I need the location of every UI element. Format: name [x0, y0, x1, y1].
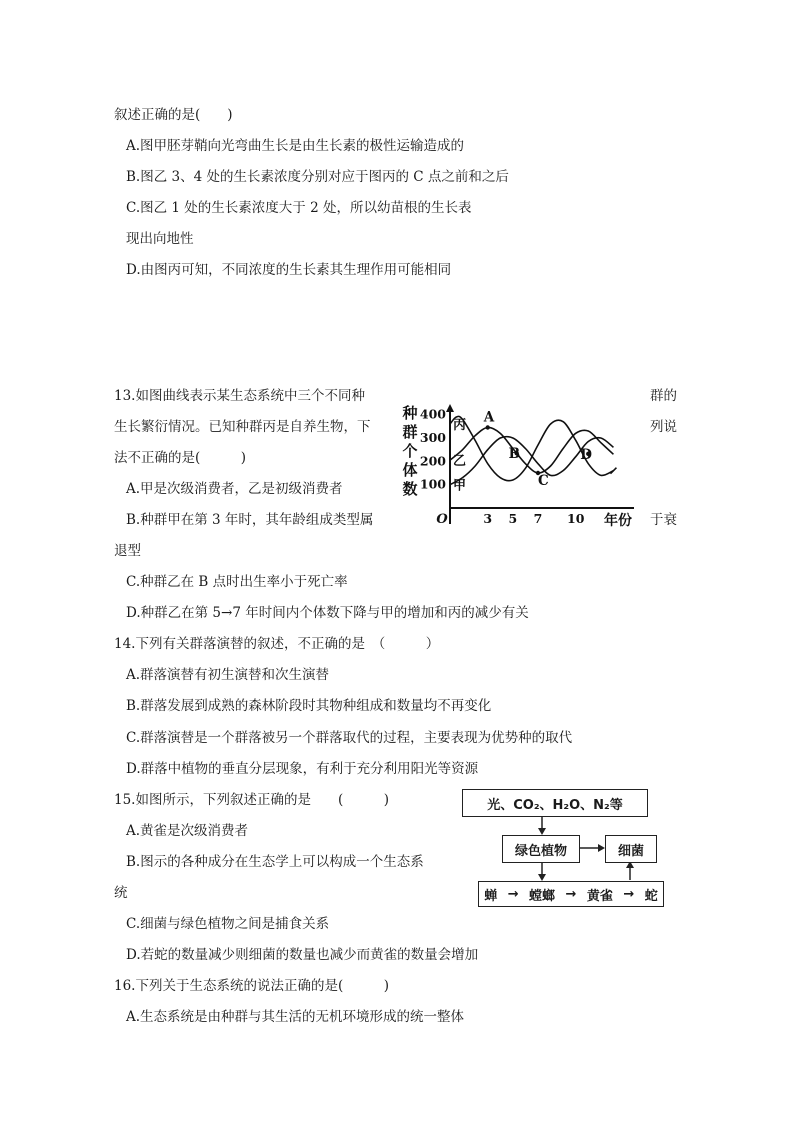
population-chart	[396, 404, 638, 530]
q12-option-a: A.图甲胚芽鞘向光弯曲生长是由生长素的极性运输造成的	[126, 138, 465, 154]
y-axis-label	[401, 404, 417, 498]
q15-option-b: B.图示的各种成分在生态学上可以构成一个生态系	[126, 854, 424, 870]
q16-option-a: A.生态系统是由种群与其生活的无机环境形成的统一整体	[126, 1009, 465, 1025]
q12-option-b: B.图乙 3、4 处的生长素浓度分别对应于图丙的 C 点之前和之后	[126, 169, 509, 185]
point-label: A	[483, 409, 495, 426]
green-plant-box: 绿色植物	[502, 835, 580, 863]
y-axis-label-char: 种	[402, 404, 418, 422]
q13-stem-line1-right: 群的	[650, 388, 677, 404]
y-tick-label: 200	[419, 453, 446, 469]
y-axis-label-char: 数	[402, 480, 418, 498]
y-axis-label-char: 体	[402, 461, 418, 479]
q16-stem: 16.下列关于生态系统的说法正确的是( )	[114, 978, 390, 994]
q15-stem: 15.如图所示，下列叙述正确的是 ( )	[114, 792, 390, 808]
q12-option-c: C.图乙 1 处的生长素浓度大于 2 处，所以幼苗根的生长表	[126, 200, 472, 216]
q12-option-c-wrap: 现出向地性	[126, 231, 194, 247]
y-axis-arrow	[446, 404, 454, 412]
q13-stem-line2: 生长繁衍情况。已知种群丙是自养生物，下	[114, 419, 371, 435]
q15-option-d: D.若蛇的数量减少则细菌的数量也减少而黄雀的数量会增加	[126, 947, 479, 963]
series-label: 乙	[453, 454, 467, 470]
q14-option-c: C.群落演替是一个群落被另一个群落取代的过程，主要表现为优势种的取代	[126, 730, 573, 746]
q15-option-a: A.黄雀是次级消费者	[126, 823, 249, 839]
q13-option-c: C.种群乙在 B 点时出生率小于死亡率	[126, 574, 348, 590]
chain-arrow-icon: →	[623, 886, 635, 902]
y-tick-label: 400	[419, 406, 446, 422]
q13-stem-line3: 法不正确的是( )	[114, 450, 247, 466]
q13-option-a: A.甲是次级消费者，乙是初级消费者	[126, 481, 343, 497]
oriole-label: 黄雀	[586, 888, 613, 904]
chain-arrow-icon: →	[565, 886, 577, 902]
q12-stem-end: 叙述正确的是( )	[114, 107, 233, 123]
food-web-diagram	[452, 787, 666, 907]
y-axis-label-char: 群	[402, 423, 418, 441]
q13-option-b-wrap: 退型	[114, 543, 141, 559]
origin-label: O	[436, 512, 448, 527]
q13-stem-line1: 13.如图曲线表示某生态系统中三个不同种	[114, 388, 365, 404]
x-tick-label: 5	[508, 511, 518, 526]
point-label: D	[580, 446, 593, 463]
q14-stem: 14.下列有关群落演替的叙述，不正确的是 （ ）	[114, 636, 440, 652]
point-label: B	[508, 446, 521, 463]
q15-option-c: C.细菌与绿色植物之间是捕食关系	[126, 916, 330, 932]
q14-option-d: D.群落中植物的垂直分层现象，有利于充分利用阳光等资源	[126, 761, 479, 777]
q14-option-a: A.群落演替有初生演替和次生演替	[126, 667, 330, 683]
series-label: 甲	[453, 478, 467, 494]
q13-option-b-right: 于衰	[650, 512, 677, 528]
x-tick-label: 3	[483, 511, 493, 526]
y-tick-label: 100	[419, 476, 446, 492]
x-tick-label: 7	[533, 511, 543, 526]
bacteria-box: 细菌	[605, 835, 657, 863]
y-axis-label-char: 个	[402, 442, 418, 460]
point-marker	[486, 425, 490, 429]
q15-option-b-wrap: 统	[114, 885, 128, 901]
q14-option-b: B.群落发展到成熟的森林阶段时其物种组成和数量均不再变化	[126, 698, 492, 714]
abiotic-factors-box: 光、CO₂、H₂O、N₂等	[462, 789, 648, 817]
point-label: C	[538, 473, 549, 489]
q13-stem-line2-right: 列说	[650, 419, 677, 435]
chain-arrow-icon: →	[507, 886, 519, 902]
q12-option-d: D.由图丙可知，不同浓度的生长素其生理作用可能相同	[126, 262, 452, 278]
q13-option-d: D.种群乙在第 5→7 年时间内个体数下降与甲的增加和丙的减少有关	[126, 605, 529, 621]
series-end-tick	[610, 468, 616, 474]
x-axis-label: 年份	[604, 513, 632, 529]
food-chain-box	[478, 881, 664, 907]
x-tick-label: 10	[567, 511, 585, 526]
series-label: 丙	[453, 418, 467, 433]
cicada-label: 蝉	[484, 888, 498, 904]
y-tick-label: 300	[419, 430, 446, 445]
snake-label: 蛇	[644, 888, 658, 904]
q13-option-b: B.种群甲在第 3 年时，其年龄组成类型属	[126, 512, 374, 528]
mantis-label: 螳螂	[529, 888, 556, 904]
